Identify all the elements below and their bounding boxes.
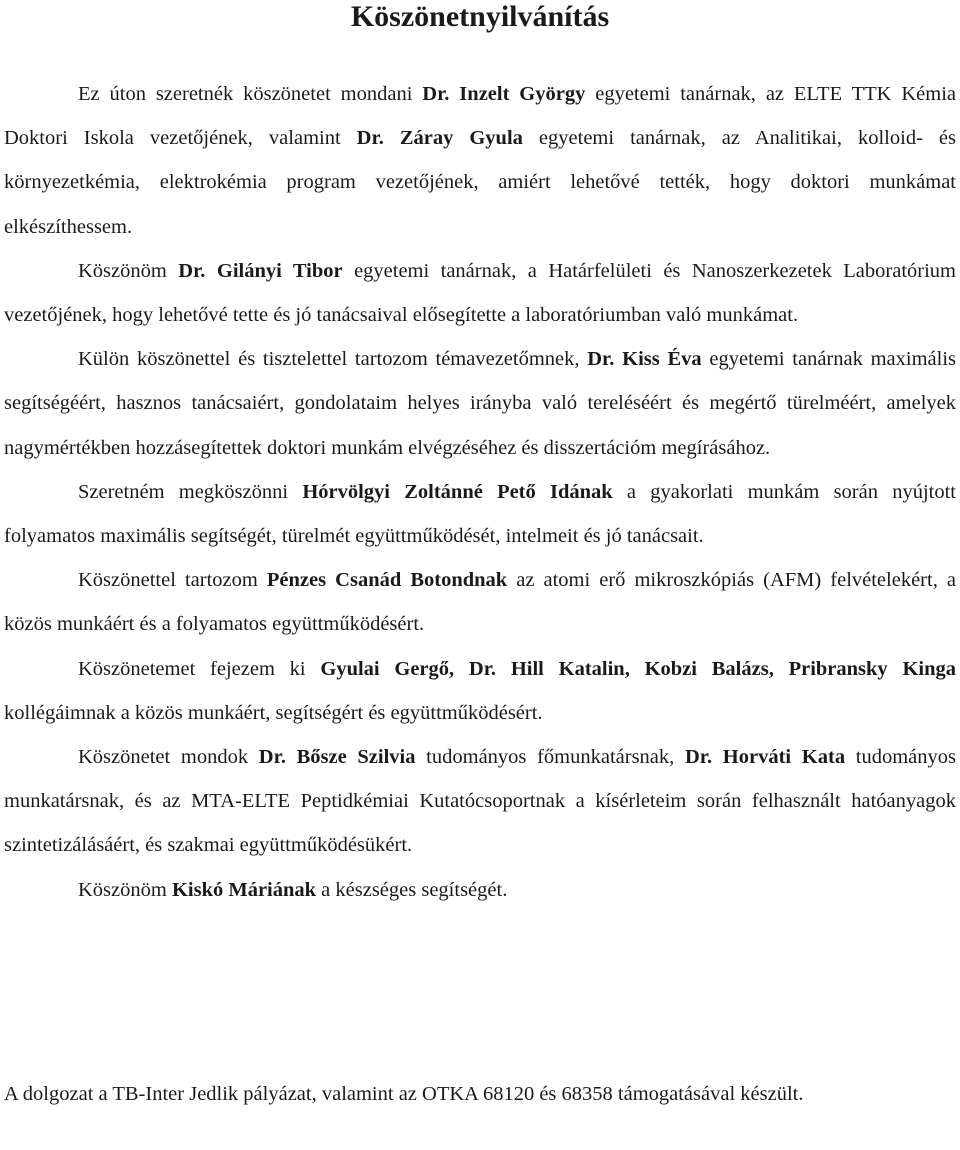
text-segment: kollégáimnak a közös munkáért, segítségért és együttműködésért. (4, 701, 543, 724)
text-segment: Köszönöm (78, 878, 172, 901)
bold-name: Dr. Bősze Szilvia (258, 746, 416, 769)
bold-name: Dr. Záray Gyula (356, 127, 523, 150)
text-segment: Köszönetet mondok (78, 746, 259, 769)
page-title: Köszönetnyilvánítás (350, 0, 610, 33)
paragraph (4, 72, 956, 249)
text-segment: tudományos munkatársnak, és az MTA-ELTE Peptidkémiai Kutatócsoportnak a kísérleteim során felhasznált hatóanyagok szintetizálásáért, és szakmai együttműködésükért. (4, 746, 956, 857)
paragraph (4, 249, 956, 337)
text-segment: Külön köszönettel és tisztelettel tartozom témavezetőmnek, (78, 348, 588, 371)
funding-note: A dolgozat a TB-Inter Jedlik pályázat, valamint az OTKA 68120 és 68358 támogatásával készült. (4, 1083, 804, 1105)
text-segment: egyetemi tanárnak, az Analitikai, kolloid- és környezetkémia, elektrokémia program vezetőjének, amiért lehetővé tették, hogy doktori munkámat elkészíthessem. (4, 127, 956, 238)
text-segment: Köszönetemet fejezem ki (78, 657, 321, 680)
text-segment: egyetemi tanárnak, a Határfelületi és Nanoszerkezetek Laboratórium vezetőjének, hogy lehetővé tette és jó tanácsaival elősegítette a laboratóriumban való munkámat. (4, 259, 956, 327)
bold-name: Gyulai Gergő, Dr. Hill Katalin, Kobzi Balázs, Pribransky Kinga (320, 657, 956, 680)
text-segment: Köszönettel tartozom (78, 569, 267, 592)
bold-name: Pénzes Csanád Botondnak (266, 569, 508, 592)
paragraph (4, 558, 956, 646)
bold-name: Dr. Kiss Éva (587, 348, 702, 371)
text-segment: Ez úton szeretnék köszönetet mondani (78, 83, 423, 105)
text-segment: Köszönöm (78, 259, 179, 282)
bold-name: Dr. Gilányi Tibor (178, 259, 343, 282)
paragraph (4, 735, 956, 868)
paragraph (4, 647, 956, 735)
text-segment: az atomi erő mikroszkópiás (AFM) felvételekért, a közös munkáért és a folyamatos együttműködésért. (4, 569, 956, 636)
text-segment: tudományos főmunkatársnak, (415, 746, 685, 769)
acknowledgement-body (4, 72, 956, 912)
bold-name: Dr. Horváti Kata (684, 746, 846, 769)
text-segment: Szeretném megköszönni (78, 480, 303, 503)
bold-name: Dr. Inzelt György (422, 83, 586, 105)
paragraph (4, 470, 956, 558)
bold-name: Kiskó Máriának (171, 878, 317, 901)
text-segment: egyetemi tanárnak, az ELTE TTK Kémia Doktori Iskola vezetőjének, valamint (4, 83, 956, 150)
bold-name: Hórvölgyi Zoltánné Pető Idának (302, 480, 613, 503)
text-segment: egyetemi tanárnak maximális segítségéért, hasznos tanácsaiért, gondolataim helyes irányba való tereléséért és megértő türelméért, amelyek nagymértékben hozzásegítettek doktori munkám elvégzéséhez és disszertációm megírásához. (4, 348, 956, 459)
paragraph (4, 868, 956, 912)
paragraph (4, 337, 956, 470)
text-segment: a gyakorlati munkám során nyújtott folyamatos maximális segítségét, türelmét együttműködését, intelmeit és jó tanácsait. (4, 480, 956, 548)
text-segment: a készséges segítségét. (316, 878, 508, 901)
